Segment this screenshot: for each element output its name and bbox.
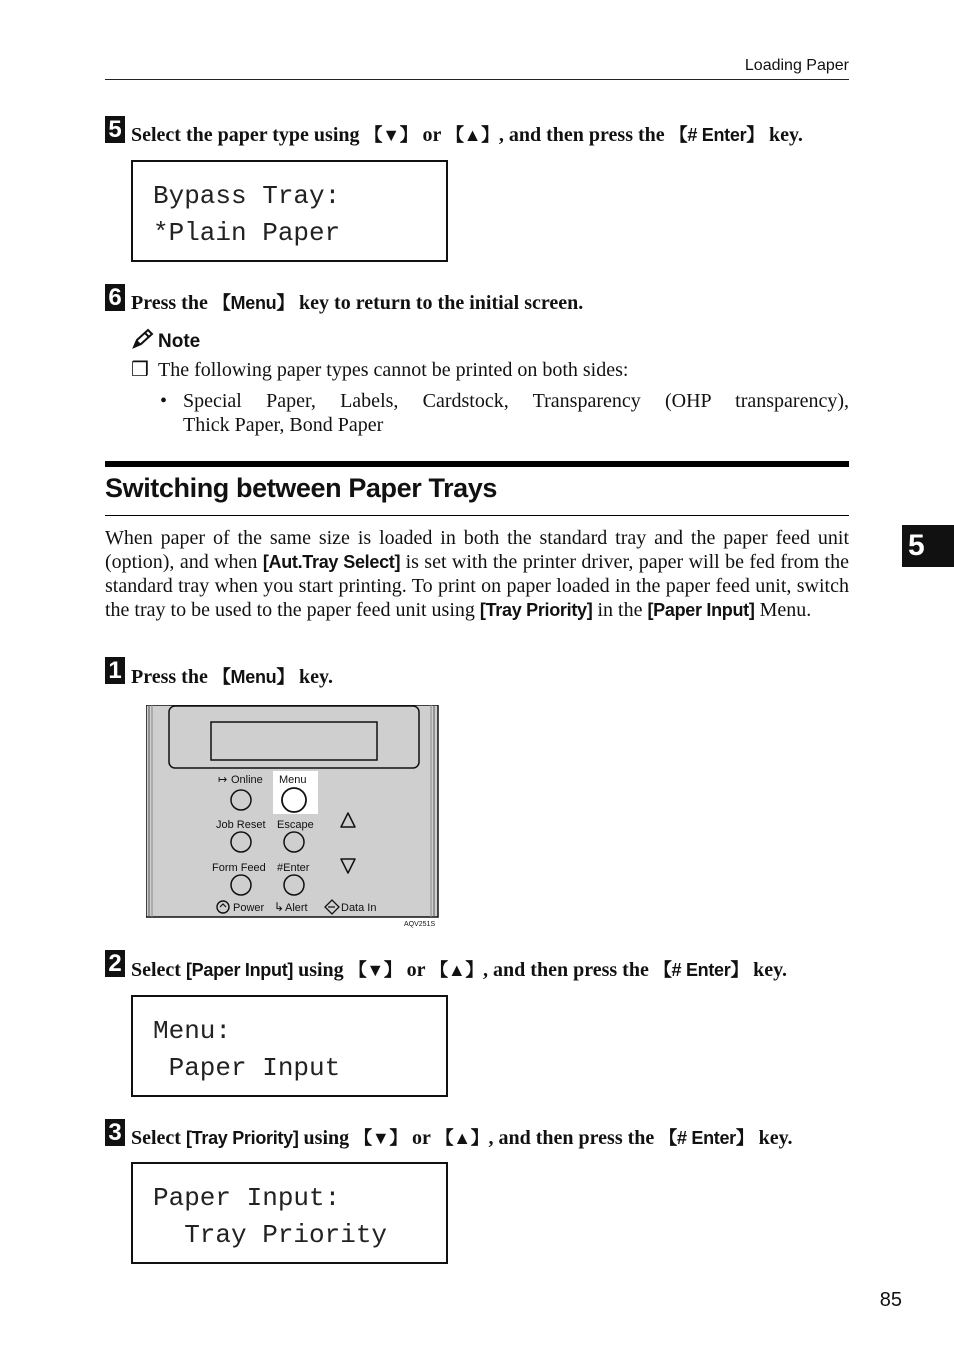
menu-label: Menu <box>279 774 307 786</box>
step-instruction: Select [Tray Priority] using 【▼】 or 【▲】, and then press the 【# Enter】 key. <box>131 1127 793 1149</box>
control-panel-illustration <box>146 705 446 935</box>
section-title: Switching between Paper Trays <box>105 473 498 503</box>
lcd-line: *Plain Paper <box>153 218 341 248</box>
enter-label: #Enter <box>277 862 310 874</box>
note-title: Note <box>158 331 201 352</box>
lcd-display <box>131 160 448 262</box>
step-instruction: Select [Paper Input] using 【▼】 or 【▲】, and then press the 【# Enter】 key. <box>131 959 788 981</box>
bullet-item: Special Paper, Labels, Cardstock, Transparency (OHP transparency), <box>183 390 849 412</box>
step-instruction: Select the paper type using 【▼】 or 【▲】, and then press the 【# Enter】 key. <box>131 124 803 146</box>
page-number: 85 <box>879 1289 902 1311</box>
lcd-line: Bypass Tray: <box>153 181 341 211</box>
bullet-icon: • <box>160 390 168 412</box>
step-number: 5 <box>105 116 125 143</box>
figure-code: AQV251S <box>404 921 436 928</box>
lcd-line: Paper Input: <box>153 1183 341 1213</box>
form-feed-label: Form Feed <box>212 862 266 874</box>
section-rule <box>105 515 849 516</box>
lcd-line: Menu: <box>153 1016 232 1046</box>
step-instruction: Press the 【Menu】 key to return to the initial screen. <box>131 292 584 314</box>
job-reset-label: Job Reset <box>216 819 266 831</box>
lcd-display <box>131 995 448 1097</box>
checkbox-icon: ❒ <box>131 359 149 381</box>
step-number: 6 <box>105 284 125 311</box>
chapter-tab: 5 <box>902 525 954 567</box>
alert-label: Alert <box>285 902 308 914</box>
lcd-line: Paper Input <box>153 1053 341 1083</box>
note-item: The following paper types cannot be printed on both sides: <box>158 359 629 381</box>
pencil-icon <box>131 328 155 355</box>
lcd-line: Tray Priority <box>153 1220 388 1250</box>
power-label: Power <box>233 902 265 914</box>
step-instruction: Press the 【Menu】 key. <box>131 666 333 688</box>
escape-label: Escape <box>277 819 314 831</box>
step-number: 1 <box>105 657 125 684</box>
body-paragraph: When paper of the same size is loaded in both the standard tray and the paper feed unit (option), and when [Aut.Tray Select] is set with the printer driver, paper will be fed from the standard tray when you start printing. To print on paper loaded in the paper feed unit, switch the tray to be used to the paper feed unit using [Tray Priority] in the [Paper Input] Menu. <box>105 527 849 621</box>
running-header: Loading Paper <box>744 57 849 74</box>
data-in-label: Data In <box>341 902 377 914</box>
header-rule <box>105 79 849 80</box>
step-number: 3 <box>105 1119 125 1146</box>
section-rule <box>105 461 849 467</box>
bullet-item-continued: Thick Paper, Bond Paper <box>183 414 384 436</box>
step-number: 2 <box>105 950 125 977</box>
online-arrow-icon: ↦ <box>218 774 228 786</box>
lcd-display <box>131 1162 448 1264</box>
online-label: Online <box>231 774 263 786</box>
alert-icon: ↳ <box>274 900 285 914</box>
